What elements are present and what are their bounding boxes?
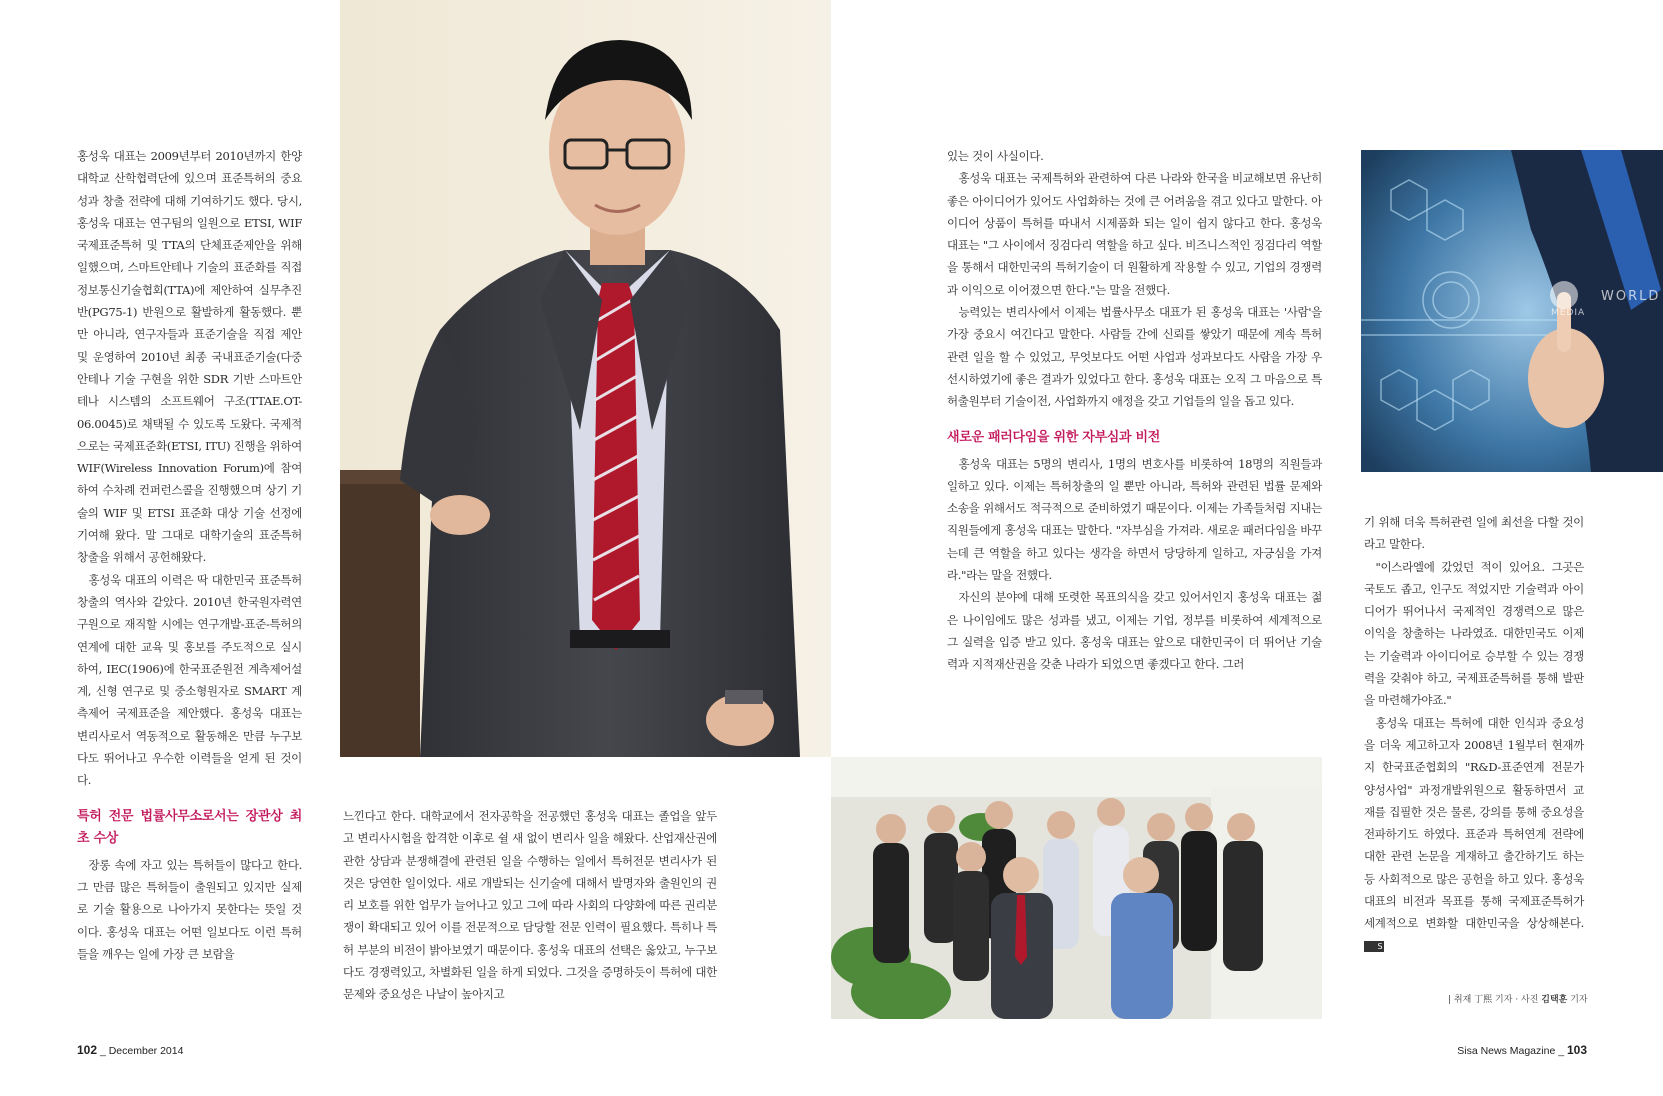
paragraph: 장롱 속에 자고 있는 특허들이 많다고 한다. 그 만큼 많은 특허들이 출원되고 있지만 실제로 기술 활용으로 나아가지 못한다는 뜻일 것이다. 홍성욱 대표는 어떤 일보다도 이런 특허들을 깨우는 일에 가장 큰 보람을 <box>77 857 302 961</box>
paragraph-text: 홍성욱 대표는 특허에 대한 인식과 중요성을 더욱 제고하고자 2008년 1월부터 현재까지 한국표준협회의 "R&D-표준연계 전문가 양성사업" 과정개발위원으로 활동하면서 교재를 집필한 것은 물론, 강의를 통해 중요성을 전파하기도 하였다. 표준과 특허연계 전략에 대한 관련 논문을 게재하고 출간하기도 하는 등 사회적으로 많은 공헌을 하고 있다. 홍성욱 대표의 비전과 목표를 통해 국제표준특허가 세계적으로 변화할 대한민국을 상상해본다. <box>1364 715 1584 931</box>
credit-bar: | <box>1448 995 1452 1005</box>
paragraph: 홍성욱 대표는 국제특허와 관련하여 다른 나라와 한국을 비교해보면 유난히 좋은 아이디어가 있어도 사업화하는 것에 큰 어려움을 겪고 있다고 말한다. 아이디어 상품이 특허를 따내서 시제품화 되는 일이 쉽지 않다고 한다. 홍성욱 대표는 "그 사이에서 징검다리 역할을 하고 싶다. 비즈니스적인 징검다리 역할을 통해서 대한민국의 특허기술이 더 원활하게 작용할 수 있고, 기업의 경쟁력과 이익으로 이어졌으면 한다."는 말을 전했다. <box>947 171 1322 297</box>
credit-photographer: 김택훈 <box>1541 995 1568 1005</box>
photo-credit <box>1448 992 1588 1005</box>
team-photo <box>831 757 1322 1019</box>
credit-suffix: 기자 <box>1567 995 1588 1005</box>
section-heading: 특허 전문 법률사무소로서는 장관상 최초 수상 <box>77 808 302 846</box>
magazine-name: Sisa News Magazine <box>1457 1045 1556 1057</box>
paragraph: 홍성욱 대표는 2009년부터 2010년까지 한양대학교 산학협력단에 있으며 표준특허의 중요성과 창출 전략에 대해 기여하기도 했다. 당시, 홍성욱 대표는 연구팀의 일원으로 ETSI, WIF 국제표준특허 및 TTA의 단체표준제안을 위해 일했으며, 스마트안테나 기술의 표준화를 직접 정보통신기술협회(TTA)에 제안하여 실무추진반(PG75-1) 반원으로 활발하게 활동했다. 뿐만 아니라, 연구자들과 표준기술을 직접 제안 및 운영하여 2010년 최종 국내표준기술(다중안테나 기술 구현을 위한 SDR 기반 스마트안테나 시스템의 소프트웨어 구조(TTAE.OT-06.0045)로 채택될 수 있도록 도왔다. 국제적으로는 국제표준화(ETSI, ITU) 진행을 위하여 WIF(Wireless Innovation Forum)에 참여하여 수차례 컨퍼런스콜을 진행했으며 상기 기술의 WIF 및 ETSI 표준화 대상 기술 선정에 기여해 왔다. 말 그대로 대학기술의 표준특허 창출을 위해서 공헌해왔다. <box>77 149 302 565</box>
paragraph <box>1364 712 1584 957</box>
column-1 <box>77 145 302 965</box>
portrait-photo <box>340 0 831 757</box>
paragraph: 기 위해 더욱 특허관련 일에 최선을 다할 것이라고 말한다. <box>1364 515 1584 552</box>
media-text: MEDIA <box>1551 308 1586 318</box>
page-footer-right <box>1457 1043 1587 1057</box>
footer-separator: _ <box>1558 1045 1565 1057</box>
portrait-illustration <box>340 0 831 757</box>
left-page <box>0 0 831 1096</box>
section-heading: 새로운 패러다임을 위한 자부심과 비전 <box>947 429 1161 445</box>
page-footer-left <box>77 1043 183 1057</box>
column-4 <box>1364 511 1584 957</box>
world-text: WORLD <box>1601 289 1661 304</box>
right-page <box>831 0 1663 1096</box>
column-2 <box>343 805 717 1006</box>
end-mark: S <box>1364 941 1384 952</box>
footer-separator: _ <box>99 1045 106 1057</box>
column-3 <box>947 145 1322 676</box>
paragraph: 있는 것이 사실이다. <box>947 149 1044 163</box>
credit-text: 취재 丁熙 기자 · 사진 <box>1453 995 1542 1005</box>
tech-photo <box>1361 150 1663 472</box>
team-illustration <box>831 757 1322 1019</box>
issue-month: December 2014 <box>108 1045 184 1057</box>
page-number: 103 <box>1566 1043 1587 1057</box>
tech-illustration <box>1361 150 1663 472</box>
paragraph: 느낀다고 한다. 대학교에서 전자공학을 전공했던 홍성욱 대표는 졸업을 앞두고 변리사시험을 합격한 이후로 쉴 새 없이 변리사 일을 해왔다. 산업재산권에 관한 상담과 분쟁해결에 관련된 일을 수행하는 일에서 특허전문 변리사가 된 것은 당연한 일이었다. 새로 개발되는 신기술에 대해서 발명자와 출원인의 권리 보호를 위한 업무가 늘어나고 있고 그에 따라 사회의 다양화에 따른 권리분쟁이 확대되고 있어 이를 전문적으로 담당할 전문 인력이 필요했다. 특히나 특허 부분의 비전이 밝아보였기 때문이다. 홍성욱 대표의 선택은 옳았고, 누구보다도 경쟁력있고, 차별화된 일을 하게 되었다. 그것을 증명하듯이 특허에 대한 문제와 중요성은 나날이 높아지고 <box>343 809 717 1002</box>
paragraph: 홍성욱 대표는 5명의 변리사, 1명의 변호사를 비롯하여 18명의 직원들과 일하고 있다. 이제는 특허창출의 일 뿐만 아니라, 특허와 관련된 법률 문제와 소송을 위해서도 적극적으로 준비하였기 때문이다. 이제는 가족들처럼 지내는 직원들에게 홍성욱 대표는 말한다. "자부심을 가져라. 새로운 패러다임을 바꾸는데 큰 역할을 하고 있다는 생각을 하면서 당당하게 일하고, 자긍심을 가져라."라는 말을 전했다. <box>947 456 1322 583</box>
paragraph: 자신의 분야에 대해 또렷한 목표의식을 갖고 있어서인지 홍성욱 대표는 젊은 나이임에도 많은 성과를 냈고, 이제는 기업, 정부를 비롯하여 세계적으로 그 실력을 입증 받고 있다. 홍성욱 대표는 앞으로 대한민국이 더 뛰어난 기술력과 지적재산권을 갖춘 나라가 되었으면 좋겠다고 한다. 그러 <box>947 590 1322 672</box>
paragraph: 능력있는 변리사에서 이제는 법률사무소 대표가 된 홍성욱 대표는 '사람'을 가장 중요시 여긴다고 말한다. 사람들 간에 신뢰를 쌓았기 때문에 계속 특허 관련 일을 할 수 있었고, 무엇보다도 어떤 사업과 성과보다도 사람을 가장 우선시하였기에 좋은 결과가 있었다고 한다. 홍성욱 대표는 오직 그 마음으로 특허출원부터 기술이전, 사업화까지 애정을 갖고 기업들의 일을 돕고 있다. <box>947 305 1322 409</box>
page-number: 102 <box>77 1043 98 1057</box>
paragraph: 홍성욱 대표의 이력은 딱 대한민국 표준특허 창출의 역사와 같았다. 2010년 한국원자력연구원으로 재직할 시에는 연구개발-표준-특허의 연계에 대한 교육 및 홍보를 주도적으로 실시하여, IEC(1906)에 한국표준원전 계측제어설계, 신형 연구로 및 중소형원자로 SMART 계측제어 국제표준을 제안했다. 홍성욱 대표는 변리사로서 역동적으로 활동해온 만큼 누구보다도 뛰어나고 우수한 이력들을 얻게 된 것이다. <box>77 572 302 788</box>
paragraph: "이스라엘에 갔었던 적이 있어요. 그곳은 국토도 좁고, 인구도 적었지만 기술력과 아이디어가 뛰어나서 국제적인 경쟁력으로 많은 이익을 창출하는 나라였죠. 대한민국도 이제는 기술력과 아이디어로 승부할 수 있는 경쟁력을 갖춰야 하고, 국제표준특허를 통해 발판을 마련해가야죠." <box>1364 559 1584 708</box>
